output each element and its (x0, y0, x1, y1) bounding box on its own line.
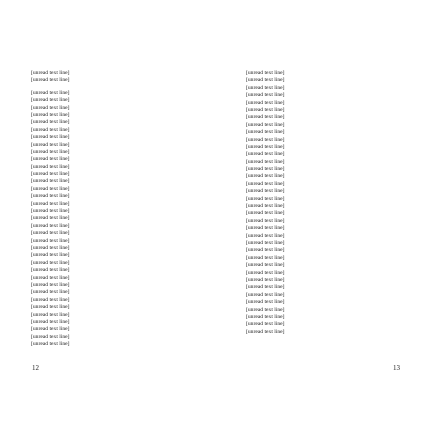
text-line: [unread text line] (246, 121, 285, 128)
text-line: [unread text line] (31, 259, 70, 266)
text-line: [unread text line] (31, 333, 70, 340)
text-line: [unread text line] (246, 188, 285, 195)
text-line: [unread text line] (31, 171, 70, 178)
text-line: [unread text line] (31, 341, 70, 348)
text-line: [unread text line] (246, 225, 285, 232)
text-line: [unread text line] (246, 306, 285, 313)
text-line: [unread text line] (246, 151, 285, 158)
text-line: [unread text line] (31, 141, 70, 148)
text-line: [unread text line] (246, 195, 285, 202)
text-line: [unread text line] (246, 269, 285, 276)
text-line: [unread text line] (246, 99, 285, 106)
text-line: [unread text line] (31, 89, 70, 96)
text-line: [unread text line] (31, 97, 70, 104)
text-line: [unread text line] (31, 163, 70, 170)
text-line: [unread text line] (31, 104, 70, 111)
text-line: [unread text line] (246, 299, 285, 306)
text-line: [unread text line] (31, 70, 70, 76)
text-line: [unread text line] (246, 284, 285, 291)
text-line: [unread text line] (246, 262, 285, 269)
text-line: [unread text line] (246, 291, 285, 298)
text-line: [unread text line] (246, 180, 285, 187)
left-page-text (31, 70, 188, 348)
right-page (216, 0, 432, 432)
text-line: [unread text line] (31, 222, 70, 229)
text-line: [unread text line] (246, 106, 285, 113)
text-line: [unread text line] (246, 173, 285, 180)
text-line: [unread text line] (246, 203, 285, 210)
text-line: [unread text line] (31, 281, 70, 288)
text-line: [unread text line] (31, 267, 70, 274)
right-page-text (246, 70, 403, 336)
text-line: [unread text line] (246, 276, 285, 283)
text-line: [unread text line] (246, 92, 285, 99)
text-line: [unread text line] (246, 247, 285, 254)
text-line: [unread text line] (31, 274, 70, 281)
text-line: [unread text line] (31, 119, 70, 126)
text-line: [unread text line] (31, 134, 70, 141)
text-line: [unread text line] (246, 143, 285, 150)
left-page-number: 12 (32, 364, 39, 372)
text-line: [unread text line] (31, 304, 70, 311)
text-line: [unread text line] (246, 114, 285, 121)
text-line: [unread text line] (31, 311, 70, 318)
text-line: [unread text line] (31, 237, 70, 244)
text-line: [unread text line] (246, 84, 285, 91)
text-line: [unread text line] (31, 326, 70, 333)
text-line: [unread text line] (246, 313, 285, 320)
text-line: [unread text line] (31, 111, 70, 118)
text-line: [unread text line] (31, 296, 70, 303)
text-line: [unread text line] (246, 217, 285, 224)
text-line: [unread text line] (31, 178, 70, 185)
text-line: [unread text line] (31, 230, 70, 237)
text-line: [unread text line] (246, 239, 285, 246)
text-line: [unread text line] (31, 148, 70, 155)
text-line: [unread text line] (31, 252, 70, 259)
text-line: [unread text line] (31, 185, 70, 192)
text-line: [unread text line] (31, 208, 70, 215)
text-line: [unread text line] (246, 158, 285, 165)
text-line: [unread text line] (31, 215, 70, 222)
text-line: [unread text line] (31, 244, 70, 251)
text-line: [unread text line] (246, 232, 285, 239)
text-line: [unread text line] (246, 321, 285, 328)
text-line: [unread text line] (246, 136, 285, 143)
text-line: [unread text line] (246, 70, 285, 76)
text-line: [unread text line] (246, 129, 285, 136)
text-line: [unread text line] (246, 166, 285, 173)
text-line: [unread text line] (31, 200, 70, 207)
right-page-number: 13 (393, 364, 400, 372)
text-line: [unread text line] (31, 77, 70, 84)
text-line: [unread text line] (31, 156, 70, 163)
text-line: [unread text line] (31, 318, 70, 325)
text-line: [unread text line] (246, 210, 285, 217)
text-line: [unread text line] (246, 254, 285, 261)
text-line: [unread text line] (246, 77, 285, 84)
text-line: [unread text line] (31, 289, 70, 296)
text-line: [unread text line] (31, 193, 70, 200)
text-line: [unread text line] (31, 126, 70, 133)
text-line: [unread text line] (246, 328, 285, 335)
